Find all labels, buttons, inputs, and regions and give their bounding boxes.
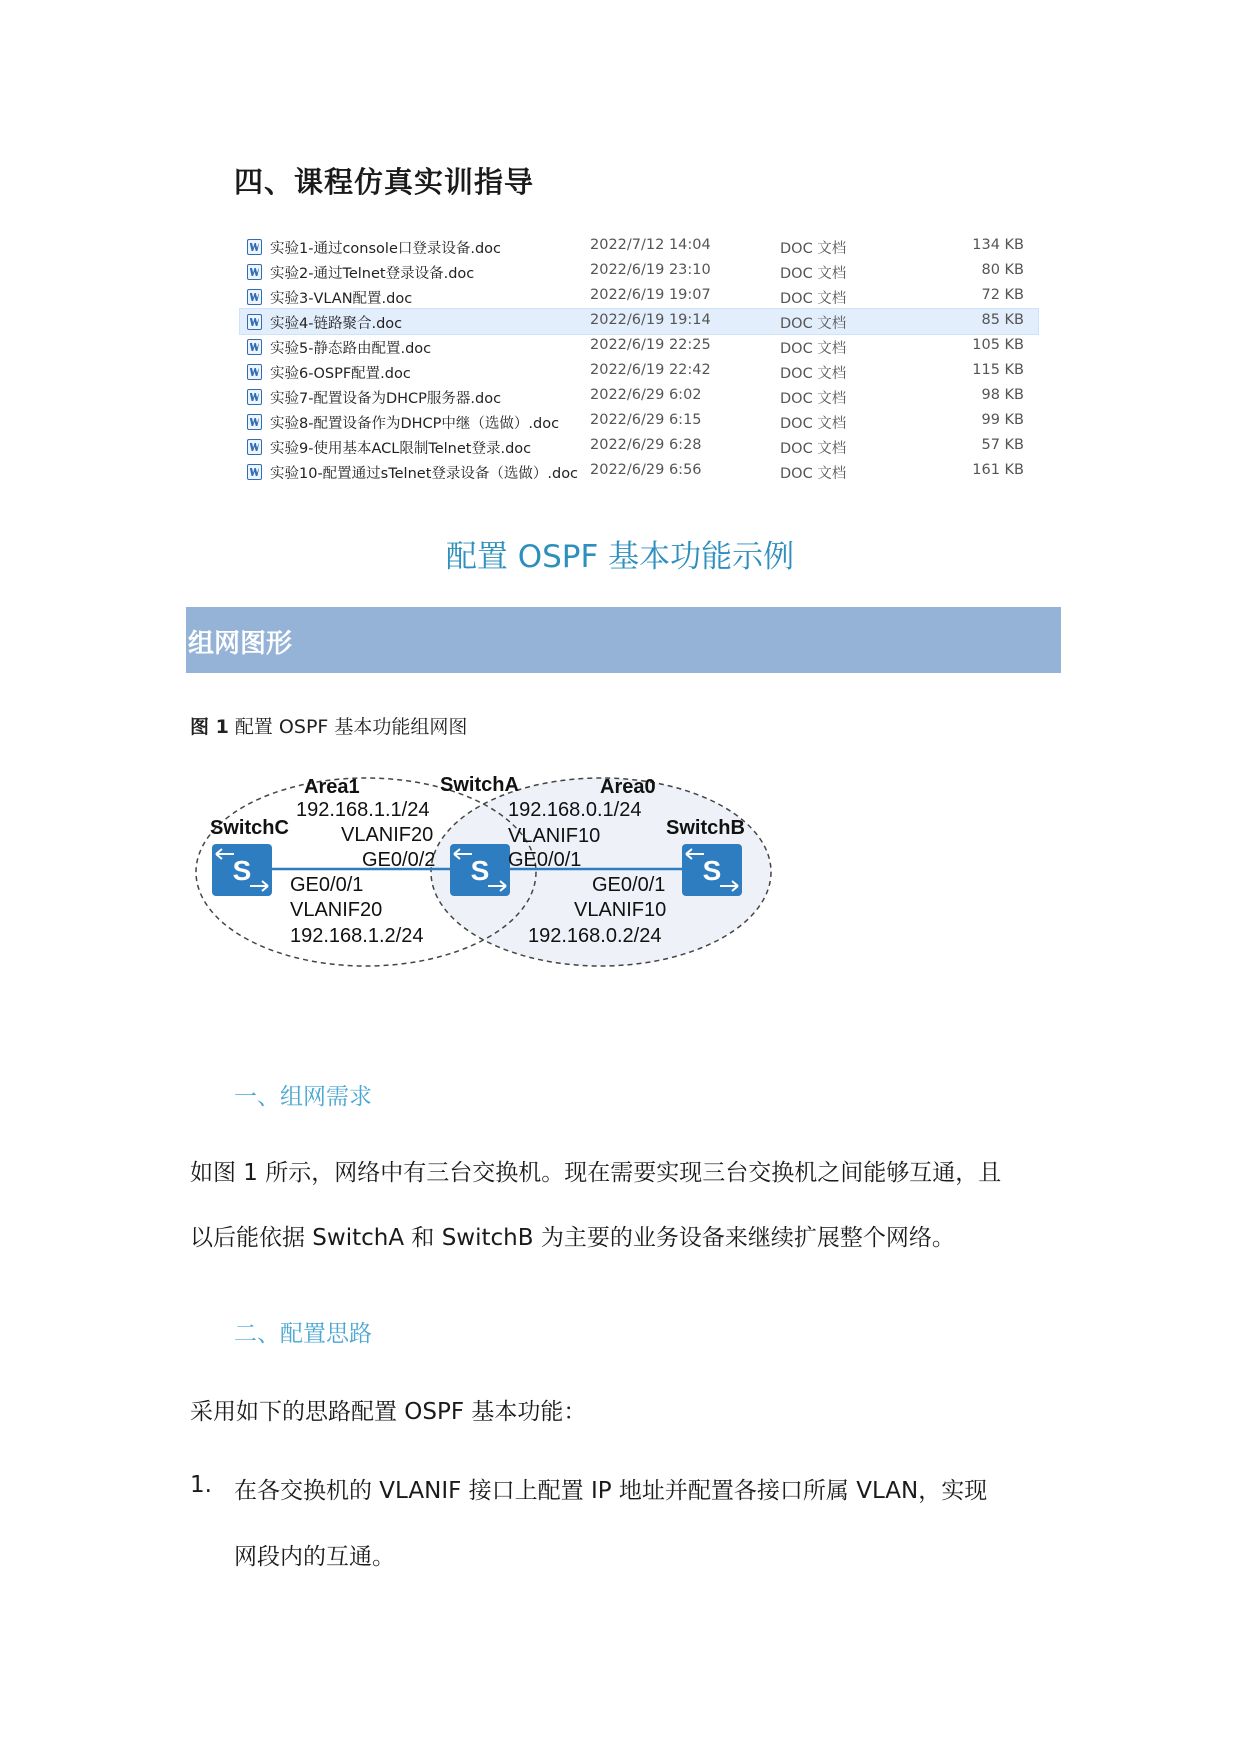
file-name: 实验8-配置设备作为DHCP中继（选做）.doc [270, 416, 560, 432]
file-size: 72 KB [981, 287, 1024, 303]
word-doc-icon [247, 289, 262, 305]
file-date: 2022/6/29 6:15 [590, 412, 702, 428]
c-port: GE0/0/1 [290, 874, 364, 896]
a-left-ip: 192.168.1.1/24 [296, 799, 430, 821]
file-size: 80 KB [981, 262, 1024, 278]
switch-a-icon [450, 844, 510, 896]
file-size: 105 KB [972, 337, 1024, 353]
switch-b-glyph: S [702, 855, 722, 886]
file-type: DOC 文档 [780, 291, 847, 307]
switch-c-glyph: S [232, 855, 252, 886]
switch-b-label: SwitchB [666, 817, 745, 839]
file-type: DOC 文档 [780, 366, 847, 382]
file-row[interactable] [240, 359, 1038, 384]
a-right-ip: 192.168.0.1/24 [508, 799, 642, 821]
file-size: 134 KB [972, 237, 1024, 253]
switch-c-label: SwitchC [210, 817, 289, 839]
file-type: DOC 文档 [780, 316, 847, 332]
file-date: 2022/6/29 6:02 [590, 387, 702, 403]
file-size: 99 KB [981, 412, 1024, 428]
file-date: 2022/7/12 14:04 [590, 237, 711, 253]
file-row[interactable] [240, 459, 1038, 484]
area1-label: Area1 [304, 776, 360, 798]
file-type: DOC 文档 [780, 391, 847, 407]
banner-text: 组网图形 [188, 629, 293, 659]
file-name: 实验9-使用基本ACL限制Telnet登录.doc [270, 441, 532, 457]
figure-label: 图 1 [190, 716, 229, 738]
file-row[interactable] [240, 409, 1038, 434]
file-row-selected[interactable] [240, 309, 1038, 334]
approach-intro: 采用如下的思路配置 OSPF 基本功能： [190, 1399, 587, 1425]
file-name: 实验3-VLAN配置.doc [270, 291, 413, 307]
b-port: GE0/0/1 [592, 874, 666, 896]
a-left-vlanif: VLANIF20 [341, 824, 434, 846]
step-line-1: 在各交换机的 VLANIF 接口上配置 IP 地址并配置各接口所属 VLAN，实现 [234, 1478, 988, 1504]
file-row[interactable] [240, 284, 1038, 309]
file-date: 2022/6/19 22:42 [590, 362, 711, 378]
file-date: 2022/6/29 6:28 [590, 437, 702, 453]
file-row[interactable] [240, 259, 1038, 284]
requirements-heading: 一、组网需求 [234, 1084, 372, 1110]
word-doc-icon [247, 439, 262, 455]
file-date: 2022/6/19 19:14 [590, 312, 711, 328]
figure-caption [190, 712, 467, 739]
file-size: 57 KB [981, 437, 1024, 453]
doc-title: 配置 OSPF 基本功能示例 [445, 539, 795, 575]
file-row[interactable] [240, 384, 1038, 409]
file-type: DOC 文档 [780, 416, 847, 432]
word-doc-icon [247, 339, 262, 355]
b-vlanif: VLANIF10 [574, 899, 667, 921]
file-size: 85 KB [981, 312, 1024, 328]
approach-heading: 二、配置思路 [234, 1321, 372, 1347]
area0-label: Area0 [600, 776, 656, 798]
file-date: 2022/6/19 23:10 [590, 262, 711, 278]
file-size: 161 KB [972, 462, 1024, 478]
file-type: DOC 文档 [780, 466, 847, 482]
c-vlanif: VLANIF20 [290, 899, 383, 921]
file-type: DOC 文档 [780, 341, 847, 357]
word-doc-icon [247, 314, 262, 330]
file-size: 115 KB [972, 362, 1024, 378]
file-type: DOC 文档 [780, 241, 847, 257]
network-diagram [186, 762, 786, 982]
a-right-vlanif: VLANIF10 [508, 825, 601, 847]
file-date: 2022/6/19 22:25 [590, 337, 711, 353]
requirements-line-1: 如图 1 所示，网络中有三台交换机。现在需要实现三台交换机之间能够互通，且 [190, 1160, 1002, 1186]
word-doc-icon [247, 389, 262, 405]
file-date: 2022/6/19 19:07 [590, 287, 711, 303]
figure-caption-text: 配置 OSPF 基本功能组网图 [234, 716, 468, 738]
file-name: 实验7-配置设备为DHCP服务器.doc [270, 391, 502, 407]
file-row[interactable] [240, 334, 1038, 359]
file-type: DOC 文档 [780, 441, 847, 457]
section-heading: 四、课程仿真实训指导 [234, 165, 535, 199]
step-number: 1. [190, 1472, 212, 1498]
a-right-port: GE0/0/1 [508, 849, 582, 871]
step-line-2: 网段内的互通。 [234, 1544, 395, 1570]
file-name: 实验1-通过console口登录设备.doc [270, 241, 502, 257]
word-doc-icon [247, 364, 262, 380]
file-row[interactable] [240, 434, 1038, 459]
word-doc-icon [247, 264, 262, 280]
section-banner [186, 607, 1061, 673]
file-size: 98 KB [981, 387, 1024, 403]
word-doc-icon [247, 239, 262, 255]
switch-b-icon [682, 844, 742, 896]
c-ip: 192.168.1.2/24 [290, 925, 424, 947]
file-name: 实验5-静态路由配置.doc [270, 341, 432, 357]
file-name: 实验10-配置通过sTelnet登录设备（选做）.doc [270, 466, 579, 482]
file-row[interactable] [240, 234, 1038, 259]
file-list [240, 234, 1038, 484]
file-name: 实验6-OSPF配置.doc [270, 366, 411, 382]
file-date: 2022/6/29 6:56 [590, 462, 702, 478]
file-name: 实验4-链路聚合.doc [270, 316, 403, 332]
word-doc-icon [247, 414, 262, 430]
switch-a-label: SwitchA [440, 774, 519, 796]
requirements-line-2: 以后能依据 SwitchA 和 SwitchB 为主要的业务设备来继续扩展整个网络。 [190, 1225, 955, 1251]
b-ip: 192.168.0.2/24 [528, 925, 662, 947]
switch-a-glyph: S [470, 855, 490, 886]
file-name: 实验2-通过Telnet登录设备.doc [270, 266, 475, 282]
word-doc-icon [247, 464, 262, 480]
a-left-port: GE0/0/2 [362, 849, 436, 871]
switch-c-icon [212, 844, 272, 896]
file-type: DOC 文档 [780, 266, 847, 282]
